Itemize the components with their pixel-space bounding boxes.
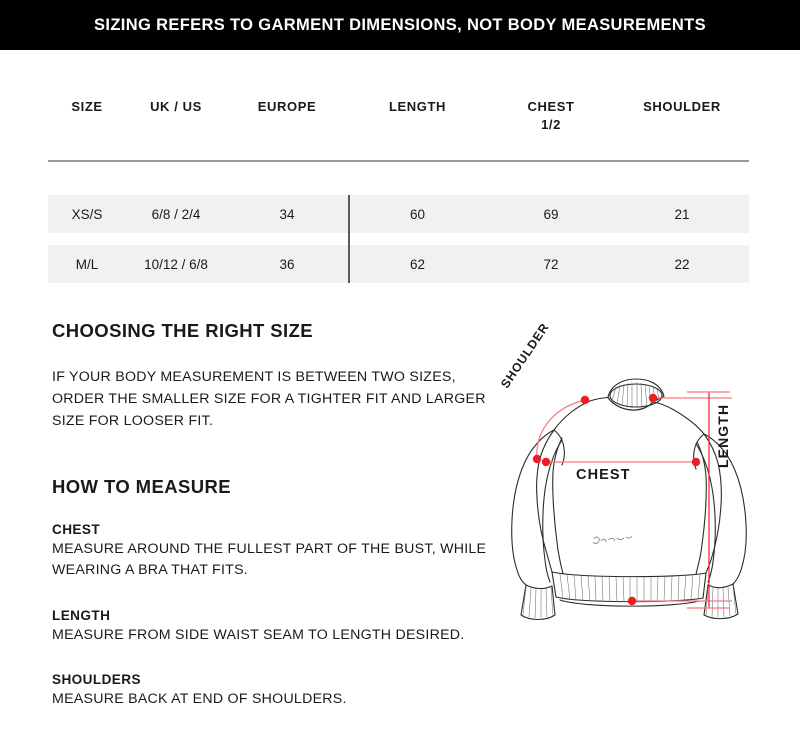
cell-chest: 72 [543,256,559,272]
cell-shoulder: 21 [674,206,690,222]
cell-uk-us: 10/12 / 6/8 [144,256,208,272]
measure-item-length-text: MEASURE FROM SIDE WAIST SEAM TO LENGTH DESIRED. [52,626,465,643]
cell-europe: 34 [279,206,295,222]
cell-chest: 69 [543,206,559,222]
column-header-uk-us-label: UK / US [150,99,202,114]
banner-title: SIZING REFERS TO GARMENT DIMENSIONS, NOT BODY MEASUREMENTS [94,15,706,34]
table-row[interactable] [48,195,749,233]
point-length-bottom [628,597,636,605]
size-table [48,88,749,272]
table-header-row [48,88,749,144]
how-to-measure-heading: HOW TO MEASURE [52,476,231,497]
column-header-chest-label: CHEST [527,99,575,114]
point-chest-left [542,458,550,466]
measure-item-length [52,608,502,646]
cell-europe: 36 [279,256,295,272]
measurement-guides [537,392,732,608]
diagram-label-chest: CHEST [576,467,631,483]
diagram-label-length: LENGTH [715,403,731,468]
column-header-shoulder-label: SHOULDER [643,99,721,114]
choosing-heading: CHOOSING THE RIGHT SIZE [52,320,314,341]
column-header-size [48,88,126,144]
cell-size: M/L [75,256,99,272]
point-shoulder-left-top [581,396,589,404]
column-header-size-label: SIZE [71,99,103,114]
sweatshirt-diagram [490,372,790,634]
column-header-shoulder [615,88,749,144]
point-shoulder-left-end [533,455,541,463]
cell-size: XS/S [71,206,103,222]
cell-shoulder: 22 [674,256,690,272]
column-header-length-label: LENGTH [388,99,447,114]
measure-item-shoulders-title: SHOULDERS [52,671,141,687]
measure-item-chest-text: MEASURE AROUND THE FULLEST PART OF THE BUST, WHILE WEARING A BRA THAT FITS. [52,541,487,579]
table-header-rule [48,160,749,162]
measure-item-shoulders [52,672,502,710]
cell-length: 62 [409,256,426,272]
choosing-body: IF YOUR BODY MEASUREMENT IS BETWEEN TWO SIZES, ORDER THE SMALLER SIZE FOR A TIGHTER FIT AND LARGER SIZE FOR LOOSER FIT. [52,369,486,429]
cell-uk-us: 6/8 / 2/4 [151,206,201,222]
measure-item-length-title: LENGTH [52,607,111,623]
measure-copy [52,320,502,710]
column-header-chest-sub: 1/2 [541,116,561,132]
point-shoulder-right-top [649,394,657,402]
column-header-europe-label: EUROPE [257,99,317,114]
cell-length: 60 [409,206,426,222]
measure-item-shoulders-text: MEASURE BACK AT END OF SHOULDERS. [52,690,347,707]
diagram-label-shoulder: SHOULDER [498,320,552,391]
measure-item-chest-title: CHEST [52,522,101,537]
brand-script-mark [593,536,632,543]
point-chest-right [692,458,700,466]
table-body [48,195,749,283]
sweatshirt-illustration [490,372,790,634]
table-vertical-divider [348,195,350,283]
table-row[interactable] [48,245,749,283]
header-banner [0,0,800,50]
column-header-europe [226,88,348,144]
measure-item-chest [52,522,502,582]
column-header-uk-us [126,88,226,144]
column-header-chest [487,88,615,144]
column-header-length [348,88,487,144]
shoulder-guide-line [537,400,585,459]
